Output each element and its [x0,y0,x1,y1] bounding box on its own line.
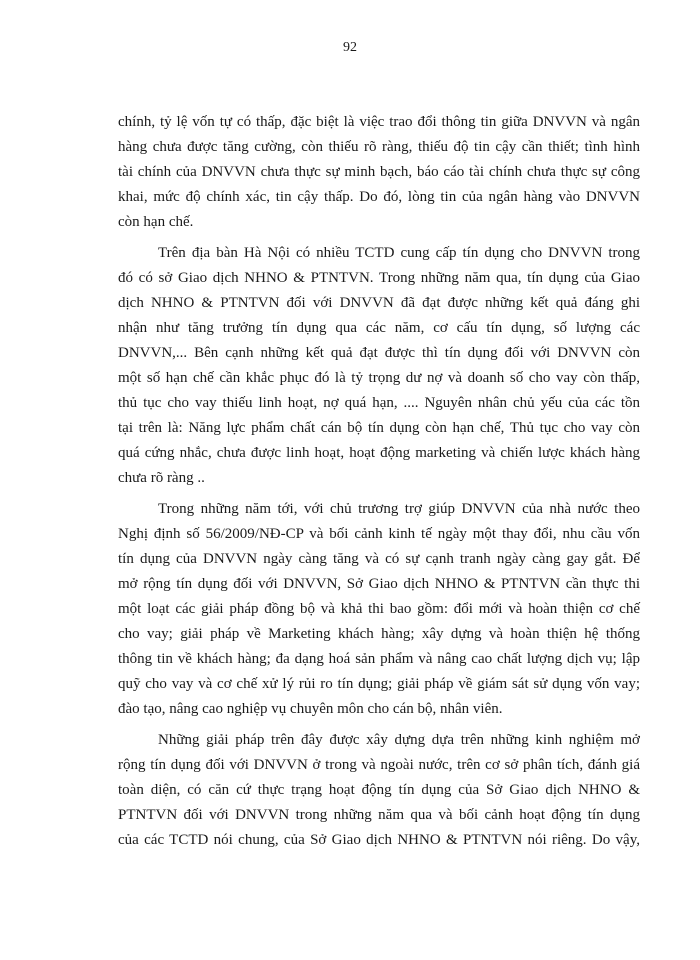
paragraph-4 [118,728,640,853]
text-line: Nghị định số 56/2009/NĐ-CP và bối cảnh kinh tế ngày một thay đổi, nhu cầu vốn [118,526,640,542]
text-line: Trên địa bàn Hà Nội có nhiều TCTD cung cấp tín dụng cho DNVVN trong [158,245,640,261]
text-line: quá cứng nhắc, chưa được linh hoạt, hoạt động marketing và chiến lược khách hàng [118,445,640,461]
text-line: đó có sở Giao dịch NHNO & PTNTVN. Trong những năm qua, tín dụng của Giao [118,270,640,286]
text-line: một loạt các giải pháp đồng bộ và khả thi bao gồm: đổi mới và hoàn thiện cơ chế [118,601,640,617]
text-line: hàng chưa được tăng cường, còn thiếu rõ ràng, thiếu độ tin cậy cần thiết; tình hình [118,139,640,155]
text-line: Những giải pháp trên đây được xây dựng dựa trên những kinh nghiệm mở [158,732,640,748]
paragraph-3 [118,497,640,722]
text-line: toàn diện, có căn cứ thực trạng hoạt động tín dụng của Sở Giao dịch NHNO & [118,782,640,798]
text-line: của các TCTD nói chung, của Sở Giao dịch NHNO & PTNTVN nói riêng. Do vậy, [118,832,640,848]
text-line: Trong những năm tới, với chủ trương trợ giúp DNVVN của nhà nước theo [158,501,640,517]
text-line: mở rộng tín dụng đối với DNVVN, Sở Giao dịch NHNO & PTNTVN cần thực thi [118,576,640,592]
text-line: còn hạn chế. [118,214,194,230]
text-line: dịch NHNO & PTNTVN đối với DNVVN đã đạt được những kết quả đáng ghi [118,295,640,311]
text-line: thủ tục cho vay thiếu linh hoạt, nợ quá hạn, .... Nguyên nhân chủ yếu của các tồn [118,395,640,411]
text-line: đào tạo, nâng cao nghiệp vụ chuyên môn cho cán bộ, nhân viên. [118,701,503,717]
text-line: tài chính của DNVVN chưa thực sự minh bạch, báo cáo tài chính chưa thực sự công [118,164,640,180]
text-line: rộng tín dụng đối với DNVVN ở trong và ngoài nước, trên cơ sở phân tích, đánh giá [118,757,640,773]
text-line: PTNTVN đối với DNVVN trong những năm qua và bối cảnh hoạt động tín dụng [118,807,640,823]
paragraph-2 [118,241,640,491]
text-line: DNVVN,... Bên cạnh những kết quả đạt được thì tín dụng đối với DNVVN còn [118,345,640,361]
text-line: thông tin về khách hàng; đa dạng hoá sản phẩm và nâng cao chất lượng dịch vụ; lập [118,651,640,667]
text-line: chưa rõ ràng .. [118,470,205,486]
text-line: một số hạn chế cần khắc phục đó là tỷ trọng dư nợ và doanh số cho vay còn thấp, [118,370,640,386]
text-line: tín dụng của DNVVN ngày càng tăng và có sự cạnh tranh ngày càng gay gắt. Để [118,551,640,567]
body-text [118,110,640,859]
text-line: khai, mức độ chính xác, tin cậy thấp. Do đó, lòng tin của ngân hàng vào DNVVN [118,189,640,205]
text-line: cho vay; giải pháp về Marketing khách hàng; xây dựng và hoàn thiện hệ thống [118,626,640,642]
text-line: quỹ cho vay và cơ chế xử lý rủi ro tín dụng; giải pháp về giám sát sử dụng vốn vay; [118,676,640,692]
page-number: 92 [343,40,357,55]
text-line: tại trên là: Năng lực phẩm chất cán bộ tín dụng còn hạn chế, Thủ tục cho vay còn [118,420,640,436]
text-line: nhận như tăng trưởng tín dụng qua các năm, cơ cấu tín dụng, số lượng các [118,320,640,336]
text-line: chính, tỷ lệ vốn tự có thấp, đặc biệt là việc trao đổi thông tin giữa DNVVN và ngân [118,114,640,130]
paragraph-1 [118,110,640,235]
